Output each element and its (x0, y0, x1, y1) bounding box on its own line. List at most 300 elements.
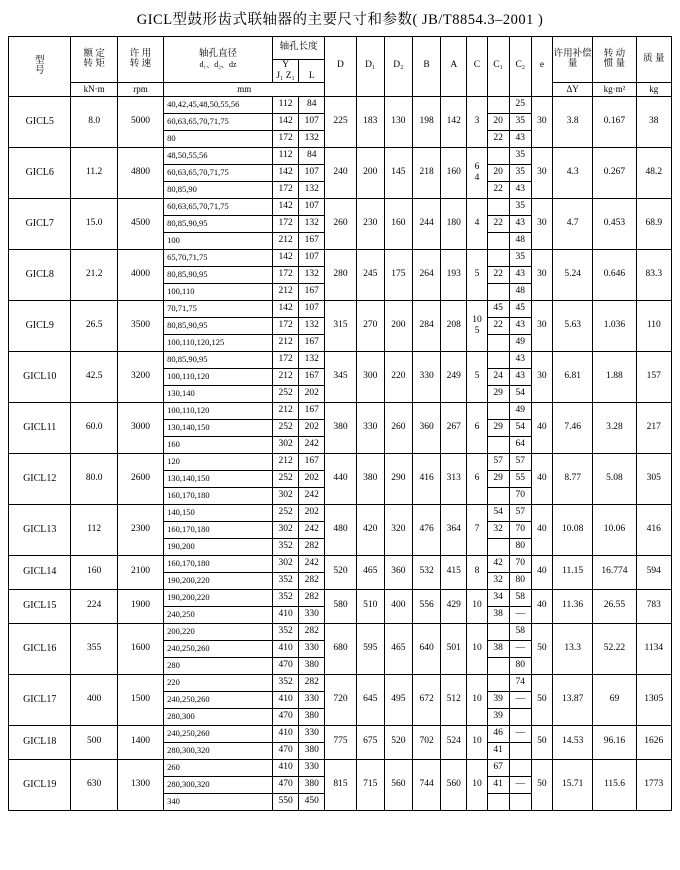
cell-C2: — (509, 725, 531, 742)
cell-inertia: 1.88 (593, 351, 636, 402)
cell-bore-len-j1: 132 (299, 215, 325, 232)
cell-bore-dia: 60,63,65,70,71,75 (164, 164, 273, 181)
cell-D1: 380 (356, 453, 384, 504)
cell-mass: 68.9 (636, 198, 671, 249)
cell-mass: 38 (636, 96, 671, 147)
cell-mass: 1773 (636, 759, 671, 810)
table-body (9, 96, 672, 810)
cell-C1: 22 (487, 266, 509, 283)
header-unit-mass: kg (636, 82, 671, 96)
cell-C: 6 (467, 453, 487, 504)
cell-C2: 74 (509, 674, 531, 691)
cell-bore-dia: 340 (164, 793, 273, 810)
cell-A: 208 (441, 300, 467, 351)
cell-C1: 22 (487, 130, 509, 147)
cell-C2: 25 (509, 96, 531, 113)
cell-bore-dia: 130,140,150 (164, 470, 273, 487)
cell-D2: 260 (384, 402, 412, 453)
cell-bore-dia: 60,63,65,70,71,75 (164, 113, 273, 130)
cell-D: 260 (325, 198, 356, 249)
cell-bore-len-j1: 107 (299, 249, 325, 266)
cell-allow-speed: 2100 (117, 555, 163, 589)
cell-B: 330 (413, 351, 441, 402)
cell-C: 10 (467, 589, 487, 623)
cell-C2: 70 (509, 487, 531, 504)
table-row (9, 351, 672, 368)
cell-bore-len-y: 212 (272, 232, 298, 249)
cell-C2: — (509, 606, 531, 623)
cell-model: GICL13 (9, 504, 71, 555)
cell-bore-len-y: 142 (272, 164, 298, 181)
cell-D1: 200 (356, 147, 384, 198)
header-e: e (531, 37, 552, 97)
cell-bore-dia: 60,63,65,70,71,75 (164, 198, 273, 215)
cell-C1 (487, 96, 509, 113)
header-bore-dia: 轴孔直径 d₁、d₂、dz (164, 37, 273, 83)
cell-allow-speed: 3500 (117, 300, 163, 351)
cell-allow-offset: 6.81 (553, 351, 593, 402)
header-allow-speed: 许 用 转 速 (117, 37, 163, 83)
table-row (9, 674, 672, 691)
cell-C: 7 (467, 504, 487, 555)
cell-bore-dia: 240,250,260 (164, 640, 273, 657)
cell-D: 345 (325, 351, 356, 402)
cell-C2: 43 (509, 130, 531, 147)
table-row (9, 249, 672, 266)
cell-bore-len-j1: 380 (299, 742, 325, 759)
cell-bore-dia: 240,250,260 (164, 725, 273, 742)
cell-allow-speed: 1600 (117, 623, 163, 674)
cell-A: 415 (441, 555, 467, 589)
cell-D1: 715 (356, 759, 384, 810)
cell-D2: 130 (384, 96, 412, 147)
cell-inertia: 0.167 (593, 96, 636, 147)
cell-bore-len-j1: 167 (299, 334, 325, 351)
cell-C1: 22 (487, 181, 509, 198)
cell-bore-len-j1: 132 (299, 266, 325, 283)
cell-B: 218 (413, 147, 441, 198)
cell-bore-len-y: 352 (272, 572, 298, 589)
cell-C1: 22 (487, 215, 509, 232)
cell-bore-len-y: 212 (272, 368, 298, 385)
cell-inertia: 52.22 (593, 623, 636, 674)
cell-C1: 24 (487, 368, 509, 385)
cell-C1: 29 (487, 419, 509, 436)
cell-C1: 32 (487, 521, 509, 538)
cell-bore-len-y: 352 (272, 589, 298, 606)
cell-C1: 41 (487, 776, 509, 793)
cell-C1 (487, 249, 509, 266)
cell-allow-offset: 3.8 (553, 96, 593, 147)
cell-bore-dia: 100,110 (164, 283, 273, 300)
cell-bore-len-y: 470 (272, 657, 298, 674)
cell-rated-torque: 80.0 (71, 453, 117, 504)
cell-D2: 220 (384, 351, 412, 402)
table-row (9, 725, 672, 742)
cell-C2: 55 (509, 470, 531, 487)
cell-D2: 360 (384, 555, 412, 589)
cell-allow-speed: 1900 (117, 589, 163, 623)
cell-bore-len-j1: 282 (299, 589, 325, 606)
cell-bore-dia: 160,170,180 (164, 521, 273, 538)
cell-D: 440 (325, 453, 356, 504)
cell-rated-torque: 11.2 (71, 147, 117, 198)
cell-D1: 420 (356, 504, 384, 555)
cell-D1: 675 (356, 725, 384, 759)
table-row (9, 402, 672, 419)
cell-bore-len-j1: 107 (299, 300, 325, 317)
cell-bore-len-y: 212 (272, 453, 298, 470)
cell-C2: 35 (509, 113, 531, 130)
cell-A: 249 (441, 351, 467, 402)
cell-bore-len-j1: 330 (299, 606, 325, 623)
cell-allow-speed: 4000 (117, 249, 163, 300)
cell-bore-dia: 120 (164, 453, 273, 470)
cell-bore-len-j1: 84 (299, 147, 325, 164)
cell-bore-len-y: 172 (272, 317, 298, 334)
header-bore-len-y: Y J₁ Z₁ (272, 60, 298, 83)
cell-bore-len-j1: 242 (299, 436, 325, 453)
cell-bore-len-y: 212 (272, 402, 298, 419)
cell-B: 744 (413, 759, 441, 810)
cell-A: 180 (441, 198, 467, 249)
cell-mass: 1134 (636, 623, 671, 674)
cell-bore-dia: 100,110,120 (164, 402, 273, 419)
cell-e: 50 (531, 759, 552, 810)
cell-bore-len-y: 172 (272, 181, 298, 198)
cell-C2: 35 (509, 249, 531, 266)
cell-C1 (487, 487, 509, 504)
cell-C2: 57 (509, 504, 531, 521)
cell-D2: 145 (384, 147, 412, 198)
cell-model: GICL10 (9, 351, 71, 402)
cell-bore-dia: 190,200 (164, 538, 273, 555)
cell-e: 30 (531, 147, 552, 198)
coupling-spec-table (8, 36, 672, 811)
cell-bore-len-y: 142 (272, 198, 298, 215)
cell-A: 501 (441, 623, 467, 674)
cell-mass: 110 (636, 300, 671, 351)
cell-C1 (487, 657, 509, 674)
cell-allow-speed: 1500 (117, 674, 163, 725)
cell-model: GICL16 (9, 623, 71, 674)
cell-rated-torque: 160 (71, 555, 117, 589)
cell-D: 520 (325, 555, 356, 589)
cell-bore-len-y: 302 (272, 555, 298, 572)
cell-bore-len-j1: 167 (299, 368, 325, 385)
header-C2: C₂ (509, 37, 531, 97)
cell-C1: 29 (487, 470, 509, 487)
cell-bore-dia: 100 (164, 232, 273, 249)
cell-A: 560 (441, 759, 467, 810)
cell-C2: 64 (509, 436, 531, 453)
cell-C1 (487, 793, 509, 810)
cell-mass: 594 (636, 555, 671, 589)
cell-D2: 560 (384, 759, 412, 810)
cell-bore-len-j1: 132 (299, 181, 325, 198)
cell-D1: 465 (356, 555, 384, 589)
cell-C2: 48 (509, 283, 531, 300)
cell-D2: 465 (384, 623, 412, 674)
cell-C: 10 (467, 674, 487, 725)
cell-bore-len-y: 252 (272, 419, 298, 436)
cell-C: 5 (467, 351, 487, 402)
cell-mass: 217 (636, 402, 671, 453)
cell-C2: — (509, 691, 531, 708)
header-unit-speed: rpm (117, 82, 163, 96)
cell-bore-len-y: 550 (272, 793, 298, 810)
cell-bore-len-y: 172 (272, 351, 298, 368)
cell-rated-torque: 15.0 (71, 198, 117, 249)
cell-bore-len-y: 142 (272, 113, 298, 130)
cell-C2: 48 (509, 232, 531, 249)
cell-C1 (487, 232, 509, 249)
cell-D: 580 (325, 589, 356, 623)
cell-D2: 495 (384, 674, 412, 725)
cell-e: 30 (531, 351, 552, 402)
cell-e: 40 (531, 555, 552, 589)
cell-C2: 58 (509, 589, 531, 606)
cell-model: GICL9 (9, 300, 71, 351)
cell-model: GICL6 (9, 147, 71, 198)
cell-bore-dia: 190,200,220 (164, 572, 273, 589)
cell-C1 (487, 334, 509, 351)
cell-D1: 245 (356, 249, 384, 300)
cell-rated-torque: 500 (71, 725, 117, 759)
cell-inertia: 115.6 (593, 759, 636, 810)
cell-B: 640 (413, 623, 441, 674)
cell-rated-torque: 224 (71, 589, 117, 623)
cell-D2: 200 (384, 300, 412, 351)
cell-bore-dia: 220 (164, 674, 273, 691)
cell-bore-len-j1: 132 (299, 130, 325, 147)
cell-inertia: 0.267 (593, 147, 636, 198)
cell-rated-torque: 630 (71, 759, 117, 810)
cell-rated-torque: 355 (71, 623, 117, 674)
cell-bore-dia: 240,250 (164, 606, 273, 623)
cell-D2: 520 (384, 725, 412, 759)
cell-D1: 330 (356, 402, 384, 453)
cell-bore-dia: 240,250,260 (164, 691, 273, 708)
cell-bore-len-y: 252 (272, 470, 298, 487)
cell-model: GICL14 (9, 555, 71, 589)
cell-D1: 270 (356, 300, 384, 351)
header-D: D (325, 37, 356, 97)
cell-B: 198 (413, 96, 441, 147)
cell-D: 280 (325, 249, 356, 300)
cell-inertia: 5.08 (593, 453, 636, 504)
table-row (9, 147, 672, 164)
cell-bore-dia: 280,300 (164, 708, 273, 725)
cell-A: 429 (441, 589, 467, 623)
cell-C1 (487, 402, 509, 419)
cell-bore-len-y: 142 (272, 300, 298, 317)
header-mass: 质 量 (636, 37, 671, 83)
cell-allow-offset: 7.46 (553, 402, 593, 453)
cell-bore-len-j1: 242 (299, 555, 325, 572)
cell-A: 160 (441, 147, 467, 198)
cell-bore-len-y: 172 (272, 215, 298, 232)
cell-C2: 80 (509, 572, 531, 589)
cell-allow-offset: 14.53 (553, 725, 593, 759)
cell-A: 364 (441, 504, 467, 555)
cell-bore-len-y: 470 (272, 776, 298, 793)
cell-D1: 300 (356, 351, 384, 402)
cell-B: 532 (413, 555, 441, 589)
cell-bore-len-y: 112 (272, 96, 298, 113)
cell-C2: 54 (509, 385, 531, 402)
cell-bore-dia: 80,85,90,95 (164, 317, 273, 334)
cell-model: GICL18 (9, 725, 71, 759)
cell-C: 3 (467, 96, 487, 147)
cell-D: 680 (325, 623, 356, 674)
cell-C: 6 (467, 402, 487, 453)
cell-allow-speed: 4500 (117, 198, 163, 249)
cell-bore-dia: 80,85,90 (164, 181, 273, 198)
cell-C1: 42 (487, 555, 509, 572)
cell-allow-speed: 4800 (117, 147, 163, 198)
cell-bore-len-j1: 450 (299, 793, 325, 810)
cell-bore-len-j1: 330 (299, 640, 325, 657)
cell-C1 (487, 147, 509, 164)
cell-bore-dia: 280 (164, 657, 273, 674)
cell-C2: 43 (509, 266, 531, 283)
cell-bore-len-j1: 167 (299, 232, 325, 249)
cell-D1: 230 (356, 198, 384, 249)
cell-inertia: 1.036 (593, 300, 636, 351)
cell-bore-dia: 160,170,180 (164, 487, 273, 504)
cell-rated-torque: 21.2 (71, 249, 117, 300)
cell-C2: 43 (509, 215, 531, 232)
cell-C2: 49 (509, 402, 531, 419)
cell-allow-offset: 11.15 (553, 555, 593, 589)
cell-C2: 70 (509, 521, 531, 538)
cell-allow-speed: 3000 (117, 402, 163, 453)
cell-bore-len-y: 470 (272, 742, 298, 759)
cell-bore-len-j1: 380 (299, 708, 325, 725)
cell-bore-len-j1: 107 (299, 198, 325, 215)
cell-C: 10 5 (467, 300, 487, 351)
cell-C1: 39 (487, 691, 509, 708)
cell-e: 40 (531, 589, 552, 623)
cell-C2: 35 (509, 147, 531, 164)
cell-bore-len-j1: 282 (299, 674, 325, 691)
cell-bore-dia: 140,150 (164, 504, 273, 521)
table-row (9, 759, 672, 776)
cell-rated-torque: 60.0 (71, 402, 117, 453)
cell-C1: 41 (487, 742, 509, 759)
page-title: GICL型鼓形齿式联轴器的主要尺寸和参数( JB/T8854.3–2001 ) (136, 12, 544, 28)
cell-D1: 183 (356, 96, 384, 147)
table-row (9, 504, 672, 521)
cell-C2 (509, 708, 531, 725)
cell-D2: 290 (384, 453, 412, 504)
cell-model: GICL11 (9, 402, 71, 453)
cell-D: 480 (325, 504, 356, 555)
cell-bore-len-y: 172 (272, 130, 298, 147)
cell-C1: 38 (487, 640, 509, 657)
cell-C2 (509, 759, 531, 776)
cell-bore-len-y: 252 (272, 385, 298, 402)
cell-e: 30 (531, 249, 552, 300)
cell-C1: 46 (487, 725, 509, 742)
cell-inertia: 16.774 (593, 555, 636, 589)
header-unit-mm: mm (164, 82, 325, 96)
cell-model: GICL5 (9, 96, 71, 147)
table-row (9, 623, 672, 640)
cell-bore-len-y: 410 (272, 759, 298, 776)
header-A: A (441, 37, 467, 97)
cell-allow-offset: 5.63 (553, 300, 593, 351)
cell-inertia: 0.453 (593, 198, 636, 249)
cell-allow-offset: 11.36 (553, 589, 593, 623)
table-row (9, 96, 672, 113)
cell-C: 6 4 (467, 147, 487, 198)
cell-e: 30 (531, 198, 552, 249)
cell-inertia: 96.16 (593, 725, 636, 759)
cell-model: GICL15 (9, 589, 71, 623)
cell-D: 225 (325, 96, 356, 147)
cell-bore-dia: 70,71,75 (164, 300, 273, 317)
cell-mass: 157 (636, 351, 671, 402)
cell-bore-len-j1: 107 (299, 164, 325, 181)
header-row-1 (9, 37, 672, 60)
cell-bore-len-y: 212 (272, 283, 298, 300)
cell-mass: 416 (636, 504, 671, 555)
cell-e: 50 (531, 623, 552, 674)
cell-inertia: 10.06 (593, 504, 636, 555)
cell-bore-dia: 100,110,120,125 (164, 334, 273, 351)
cell-e: 40 (531, 453, 552, 504)
header-unit-torque: kN·m (71, 82, 117, 96)
cell-C: 10 (467, 759, 487, 810)
cell-bore-len-j1: 380 (299, 776, 325, 793)
cell-e: 30 (531, 96, 552, 147)
cell-D1: 645 (356, 674, 384, 725)
cell-bore-dia: 80 (164, 130, 273, 147)
cell-model: GICL19 (9, 759, 71, 810)
table-row (9, 453, 672, 470)
cell-bore-len-j1: 330 (299, 725, 325, 742)
cell-B: 416 (413, 453, 441, 504)
cell-bore-dia: 160,170,180 (164, 555, 273, 572)
cell-C2: 35 (509, 164, 531, 181)
cell-bore-len-y: 410 (272, 640, 298, 657)
cell-bore-len-y: 352 (272, 538, 298, 555)
cell-A: 142 (441, 96, 467, 147)
cell-D: 815 (325, 759, 356, 810)
cell-C1 (487, 351, 509, 368)
cell-bore-dia: 40,42,45,48,50,55,56 (164, 96, 273, 113)
cell-C2 (509, 742, 531, 759)
cell-D2: 160 (384, 198, 412, 249)
cell-bore-dia: 280,300,320 (164, 776, 273, 793)
cell-D2: 400 (384, 589, 412, 623)
header-inertia: 转 动 惯 量 (593, 37, 636, 83)
cell-allow-offset: 8.77 (553, 453, 593, 504)
cell-C: 10 (467, 623, 487, 674)
cell-bore-len-y: 410 (272, 691, 298, 708)
cell-B: 476 (413, 504, 441, 555)
cell-bore-len-j1: 242 (299, 521, 325, 538)
cell-C2: 58 (509, 623, 531, 640)
cell-C1 (487, 538, 509, 555)
table-row (9, 198, 672, 215)
cell-bore-dia: 260 (164, 759, 273, 776)
cell-model: GICL12 (9, 453, 71, 504)
cell-bore-dia: 65,70,71,75 (164, 249, 273, 266)
cell-bore-len-y: 142 (272, 249, 298, 266)
